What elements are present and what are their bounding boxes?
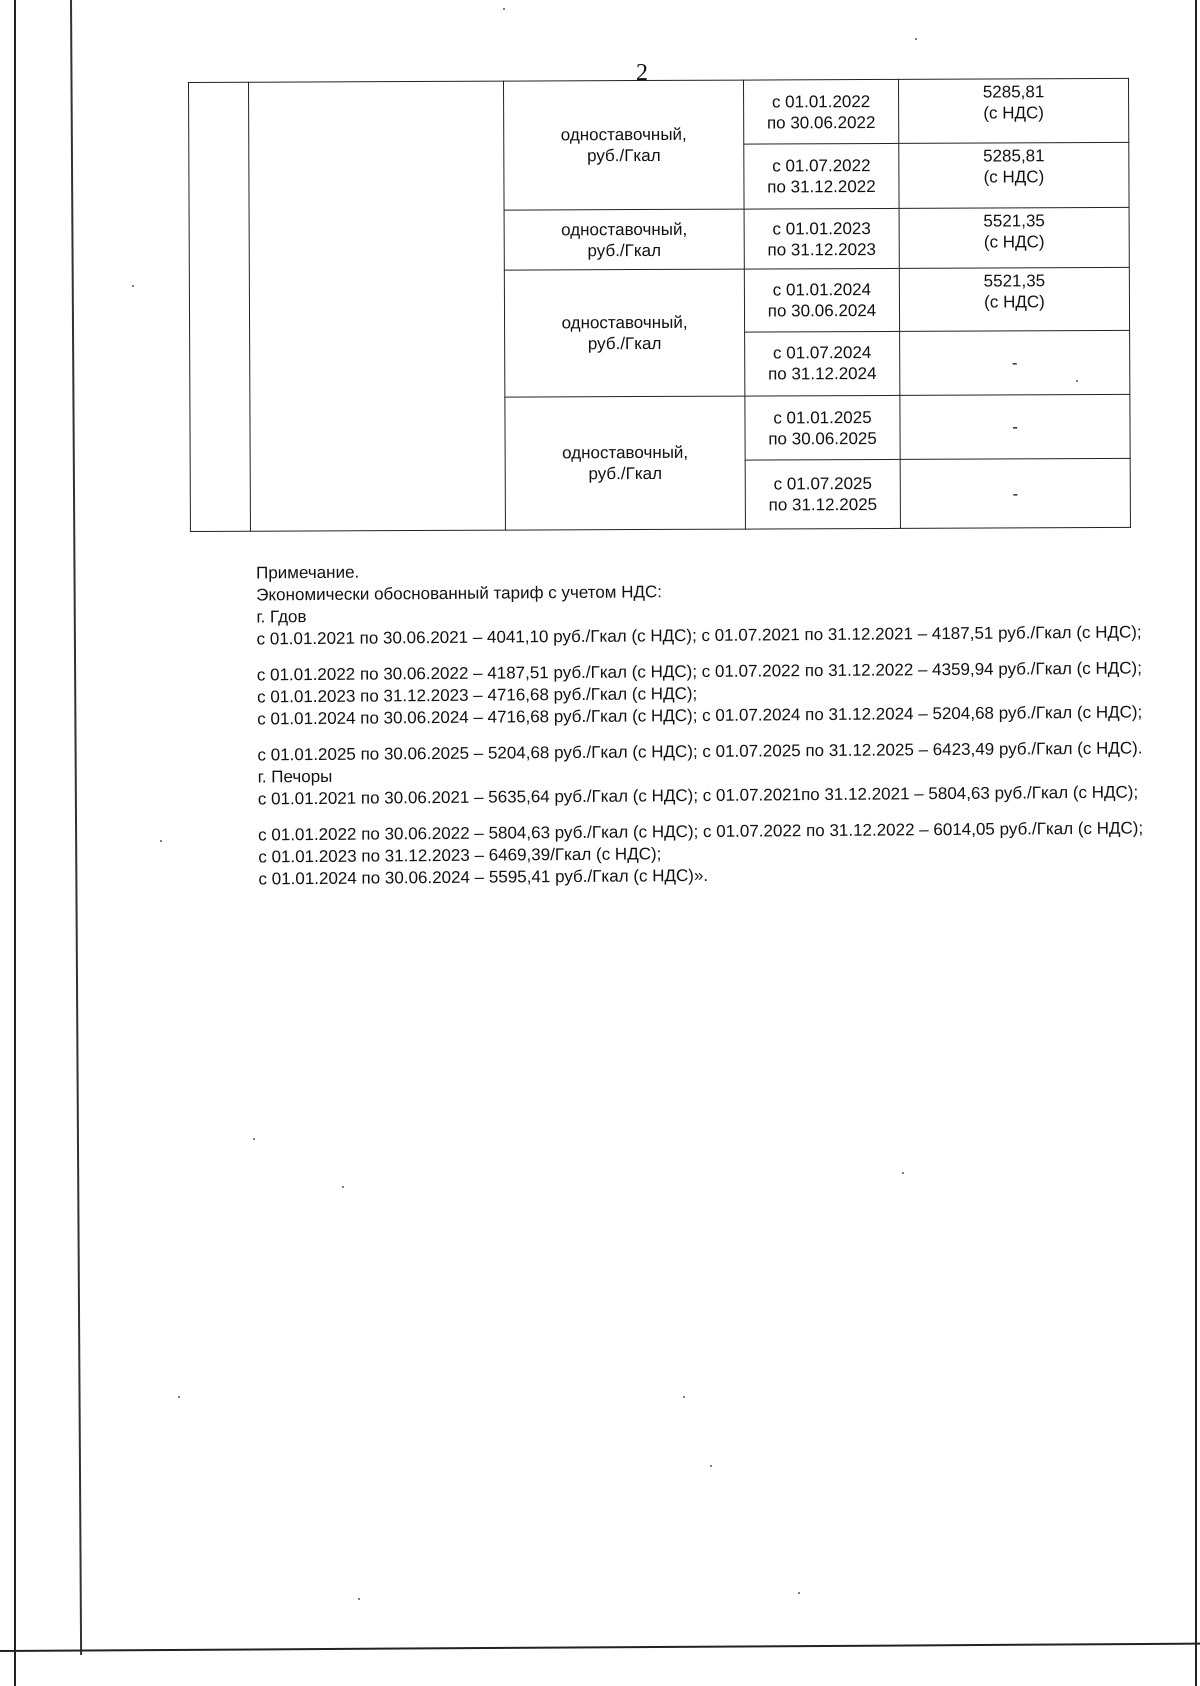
tariff-vat-note: (с НДС): [983, 103, 1044, 123]
period-start: с 01.01.2022: [771, 91, 871, 112]
row-number-cell: [189, 82, 251, 531]
tariff-value-cell: [900, 394, 1130, 459]
period-cell: [744, 144, 899, 209]
scan-speck: [160, 840, 162, 842]
scan-speck: [915, 38, 917, 40]
scan-speck: [253, 1138, 255, 1140]
tariff-value-cell: [900, 459, 1130, 529]
scan-speck: [178, 1396, 180, 1398]
tariff-type-text: одноставочный,: [560, 124, 687, 145]
tariff-note-line: с 01.01.2023 по 31.12.2023 – 6469,39/Гкал (с НДС);: [258, 844, 662, 867]
scan-speck: [132, 285, 134, 287]
scan-speck: [798, 1592, 800, 1594]
period-start: с 01.07.2024: [772, 343, 872, 363]
scan-edge-left: [14, 0, 16, 1686]
period-start: с 01.07.2022: [772, 156, 871, 176]
tariff-type-text: одноставочный,: [561, 312, 688, 333]
tariff-type-cell: [504, 209, 744, 270]
scan-edge-right: [1195, 0, 1197, 1686]
tariff-note-line: с 01.01.2024 по 30.06.2024 – 4716,68 руб./Гкал (с НДС); с 01.07.2024 по 31.12.2024 – 5204,68 руб./Гкал (с НДС);: [257, 702, 1143, 729]
period-start: с 01.01.2024: [772, 279, 872, 300]
tariff-unit-text: руб./Гкал: [587, 333, 662, 354]
period-end: по 31.12.2024: [768, 364, 877, 384]
tariff-type-cell: [505, 396, 746, 530]
period-start: с 01.01.2023: [772, 218, 871, 238]
city-name-gdov: г. Гдов: [256, 607, 307, 627]
scan-speck: [503, 8, 505, 10]
tariff-note-line: с 01.01.2023 по 31.12.2023 – 4716,68 руб./Гкал (с НДС);: [256, 683, 698, 707]
tariff-value: 5521,35: [983, 271, 1046, 291]
scan-margin-line: [70, 0, 82, 1655]
period-end: по 30.06.2022: [766, 112, 876, 133]
scan-speck: [902, 1172, 904, 1174]
period-end: по 30.06.2024: [767, 300, 877, 321]
note-title: Примечание.: [256, 562, 360, 583]
tariff-value-cell: [898, 78, 1128, 143]
scan-speck: [710, 1465, 712, 1467]
tariff-unit-text: руб./Гкал: [587, 240, 662, 260]
tariff-vat-note: (с НДС): [983, 167, 1045, 187]
tariff-value: 5285,81: [982, 82, 1045, 102]
period-cell: [743, 79, 898, 144]
scan-edge-bottom: [0, 1643, 1200, 1652]
period-start: с 01.07.2025: [773, 474, 872, 494]
tariff-note-line: с 01.01.2021 по 30.06.2021 – 4041,10 руб./Гкал (с НДС); с 01.07.2021 по 31.12.2021 – 4187,51 руб./Гкал (с НДС);: [256, 622, 1142, 649]
period-cell: [744, 208, 899, 269]
tariff-note-line: с 01.01.2022 по 30.06.2022 – 4187,51 руб./Гкал (с НДС); с 01.07.2022 по 31.12.2022 – 4359,94 руб./Гкал (с НДС);: [256, 658, 1142, 685]
tariff-value: -: [1012, 417, 1018, 437]
city-name-pechory: г. Печоры: [257, 766, 333, 787]
tariff-value: -: [1012, 484, 1019, 504]
period-end: по 30.06.2025: [768, 428, 877, 449]
tariff-vat-note: (с НДС): [984, 292, 1045, 312]
tariff-table: [188, 78, 1131, 532]
tariff-unit-text: руб./Гкал: [587, 145, 661, 166]
tariff-value-cell: [900, 330, 1130, 395]
tariff-type-cell: [503, 80, 744, 210]
note-section: [186, 555, 1149, 891]
tariff-value: -: [1011, 353, 1018, 373]
tariff-value-cell: [899, 143, 1129, 208]
period-cell: [745, 331, 900, 396]
tariff-note-line: с 01.01.2025 по 30.06.2025 – 5204,68 руб./Гкал (с НДС); с 01.07.2025 по 31.12.2025 – 6423,49 руб./Гкал (с НДС).: [257, 738, 1143, 765]
organization-cell: [249, 81, 506, 531]
tariff-note-line: с 01.01.2021 по 30.06.2021 – 5635,64 руб./Гкал (с НДС); с 01.07.2021по 31.12.2021 – 5804,63 руб./Гкал (с НДС);: [257, 782, 1139, 809]
period-cell: [744, 269, 899, 332]
tariff-note-line: с 01.01.2024 по 30.06.2024 – 5595,41 руб./Гкал (с НДС)».: [258, 865, 709, 889]
period-end: по 31.12.2025: [768, 495, 878, 515]
tariff-vat-note: (с НДС): [983, 232, 1045, 252]
scan-speck: [342, 1186, 344, 1188]
tariff-value: 5285,81: [983, 146, 1045, 166]
tariff-type-text: одноставочный,: [561, 219, 688, 239]
tariff-value-cell: [899, 207, 1129, 268]
period-end: по 31.12.2023: [767, 239, 877, 259]
table-row: [189, 78, 1129, 147]
tariff-note-line: с 01.01.2022 по 30.06.2022 – 5804,63 руб./Гкал (с НДС); с 01.07.2022 по 31.12.2022 – 6014,05 руб./Гкал (с НДС);: [258, 818, 1144, 845]
tariff-unit-text: руб./Гкал: [588, 463, 663, 484]
period-cell: [745, 395, 900, 460]
page-number: 2: [636, 60, 648, 86]
tariff-value: 5521,35: [983, 211, 1045, 231]
note-subtitle: Экономически обоснованный тариф с учетом НДС:: [256, 582, 663, 605]
tariff-value-cell: [899, 268, 1129, 331]
scan-speck: [683, 1396, 685, 1398]
period-cell: [745, 460, 900, 529]
tariff-type-text: одноставочный,: [562, 442, 689, 463]
period-end: по 31.12.2022: [767, 177, 876, 197]
tariff-type-cell: [504, 269, 745, 397]
period-start: с 01.01.2025: [773, 407, 872, 428]
scan-speck: [358, 1598, 360, 1600]
